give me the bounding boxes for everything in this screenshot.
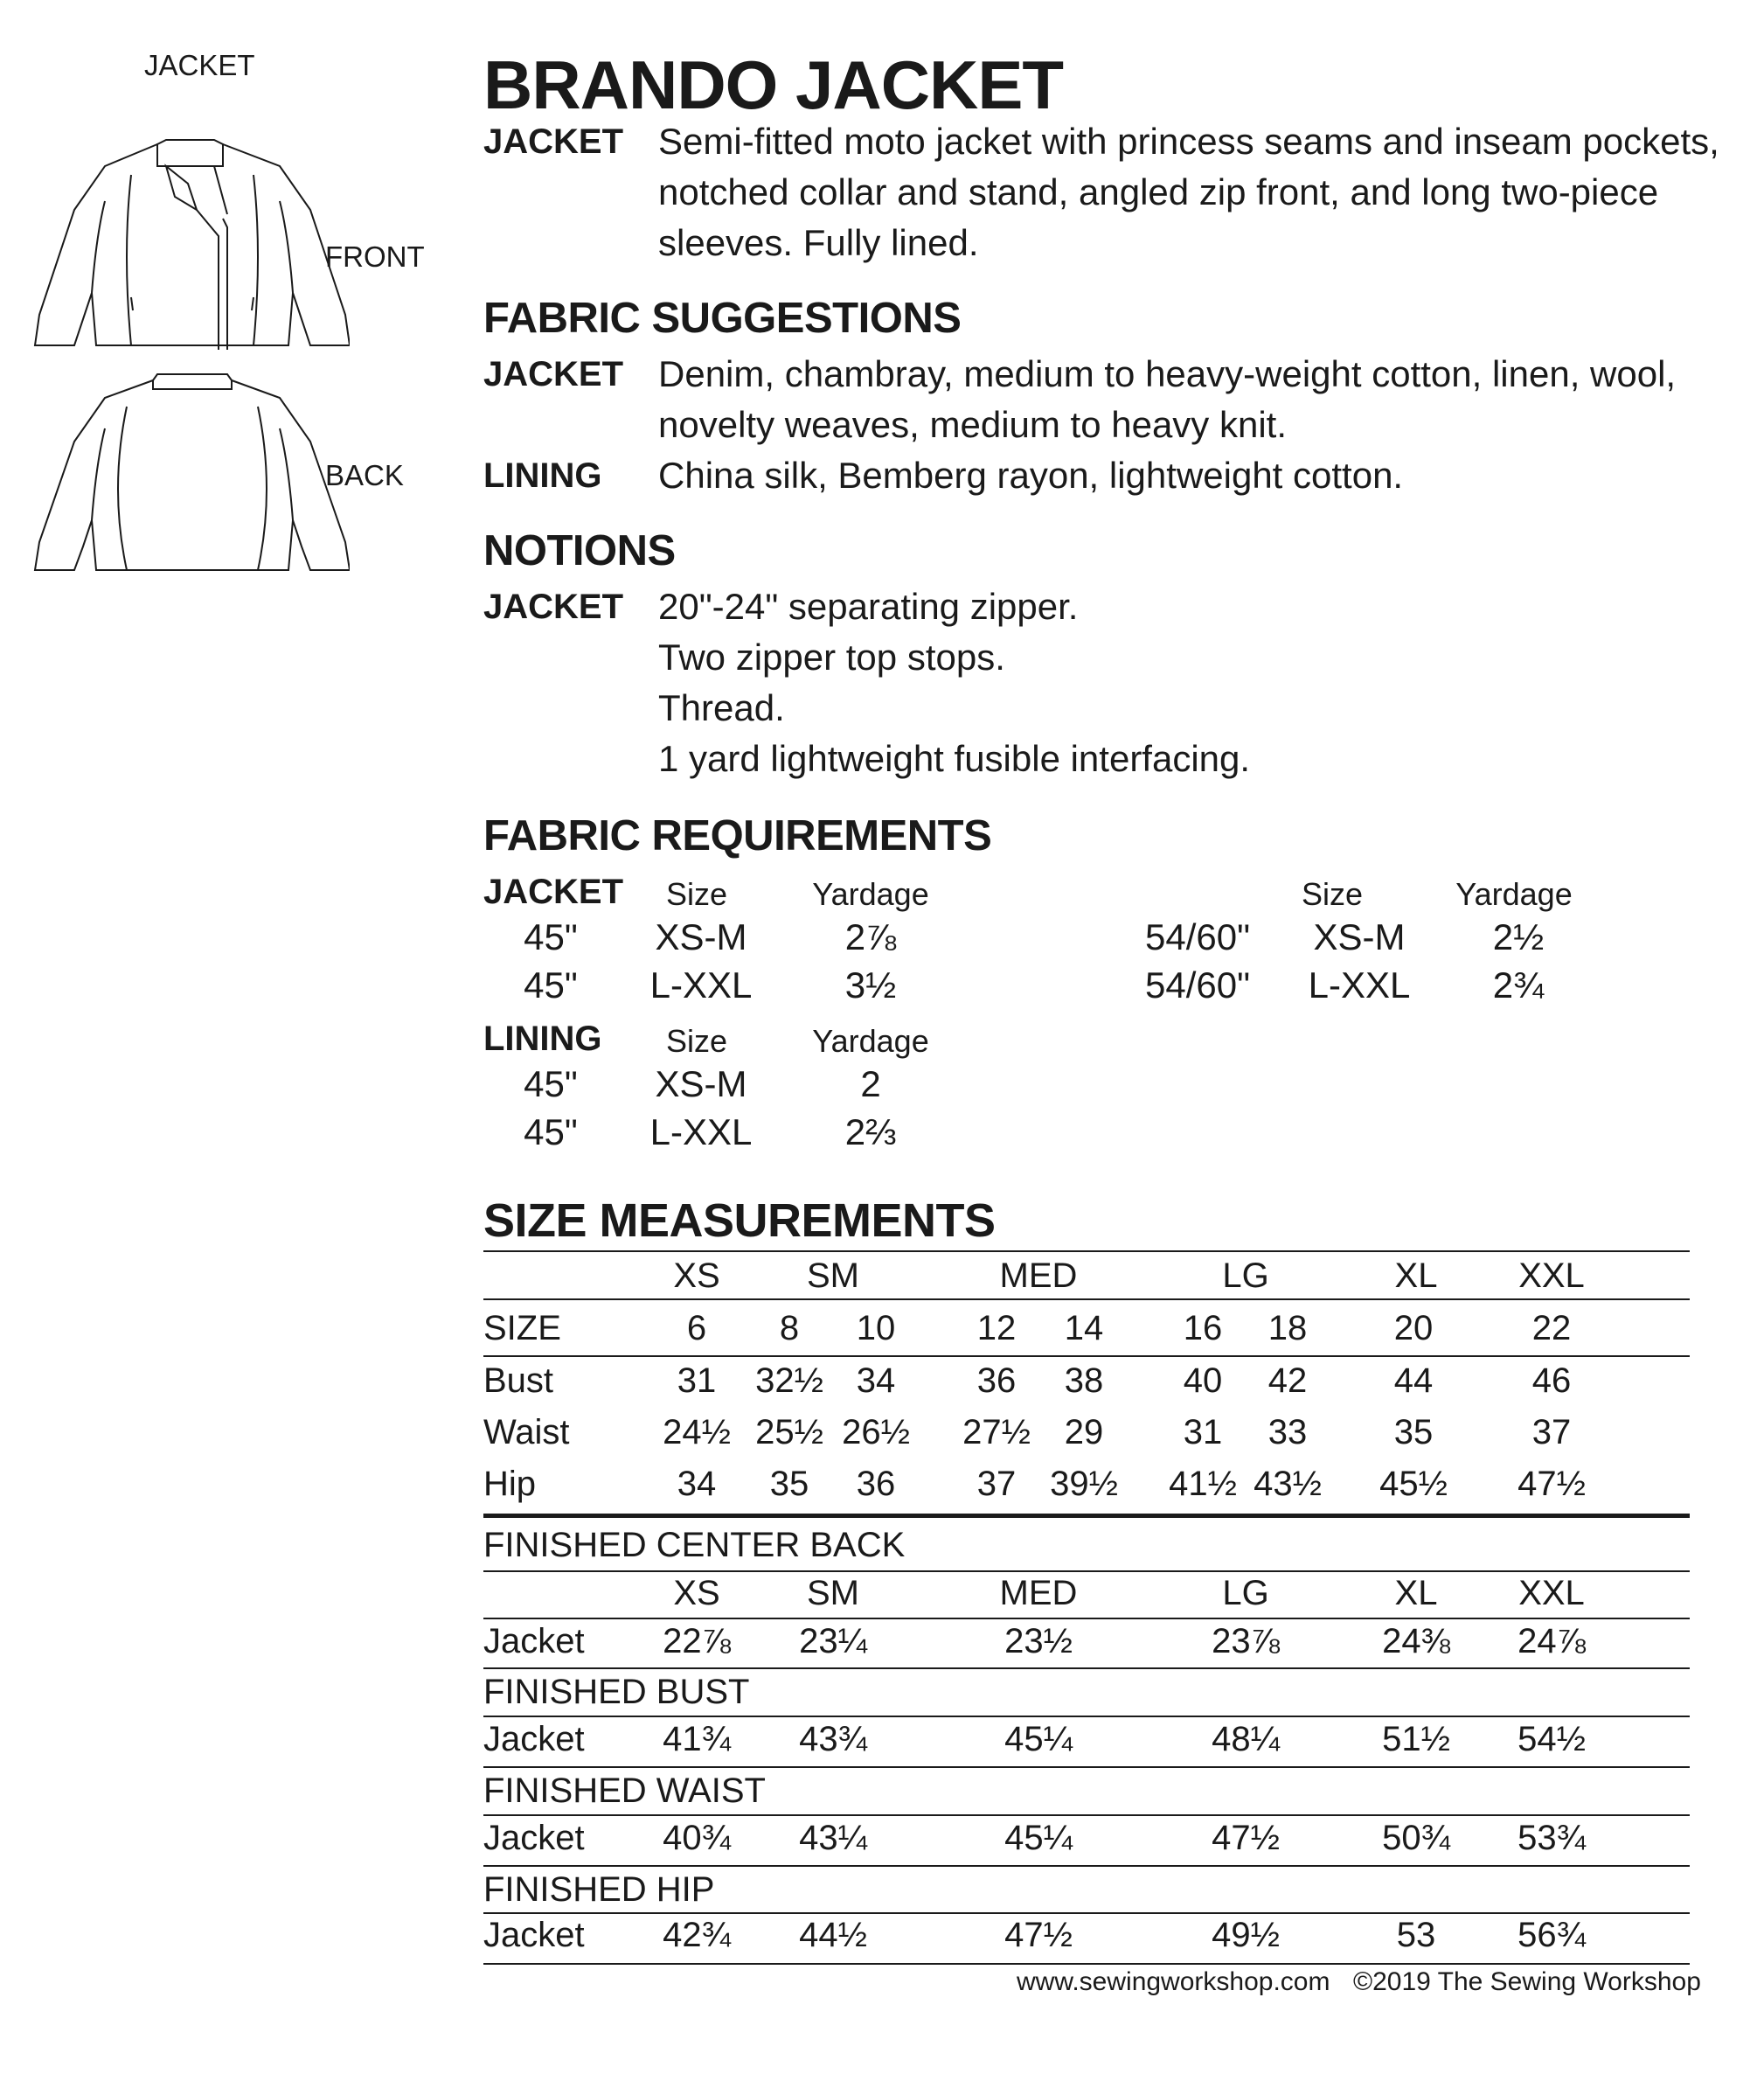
size-value: 18 [1267, 1309, 1308, 1347]
fabric-jacket-line: novelty weaves, medium to heavy knit. [658, 404, 1288, 445]
req-width: 45" [524, 916, 578, 957]
size-value: 22 [1531, 1309, 1572, 1347]
finished-value: 56¾ [1517, 1916, 1586, 1954]
finished-value: 53 [1396, 1916, 1436, 1954]
divider [483, 1250, 1690, 1252]
req-width: 54/60" [1144, 916, 1251, 957]
fabric-requirements-heading: FABRIC REQUIREMENTS [483, 812, 992, 860]
req-size: L-XXL [649, 1111, 753, 1152]
size-measurements-heading: SIZE MEASUREMENTS [483, 1194, 996, 1247]
size-value: 14 [1064, 1309, 1104, 1347]
measure-value: 31 [1183, 1413, 1223, 1451]
measure-value: 38 [1064, 1361, 1104, 1400]
size-group: XXL [1518, 1574, 1585, 1612]
page-title: BRANDO JACKET [483, 46, 1064, 123]
finished-value: 50¾ [1382, 1819, 1450, 1857]
req-yardage: 3½ [844, 964, 897, 1006]
measure-value: 37 [1531, 1413, 1572, 1451]
finished-value: 43¼ [799, 1819, 867, 1857]
finished-value: 43¾ [799, 1720, 867, 1758]
finished-value: 45¼ [1004, 1720, 1073, 1758]
divider [483, 1570, 1690, 1572]
finished-value: 53¾ [1517, 1819, 1586, 1857]
measure-value: 44 [1393, 1361, 1434, 1400]
size-value: 20 [1393, 1309, 1434, 1347]
req-yardage: 2 [860, 1063, 881, 1104]
measure-value: 41½ [1169, 1465, 1237, 1503]
fabric-lining-text: China silk, Bemberg rayon, lightweight cotton. [658, 455, 1404, 496]
size-value: 6 [686, 1309, 707, 1347]
req-size: XS-M [1313, 916, 1406, 957]
divider [483, 1963, 1690, 1965]
footer-website: www.sewingworkshop.com [1017, 1967, 1330, 1996]
size-group: XXL [1518, 1256, 1585, 1295]
notions-label: JACKET [483, 588, 624, 626]
finished-value: 51½ [1382, 1720, 1450, 1758]
row-label: Waist [483, 1413, 570, 1451]
divider [483, 1912, 1690, 1914]
req-width: 45" [524, 1063, 578, 1104]
measure-value: 35 [1393, 1413, 1434, 1451]
notions-item: 1 yard lightweight fusible interfacing. [658, 738, 1251, 779]
fabric-lining-label: LINING [483, 456, 602, 495]
finished-value: 23¼ [799, 1622, 867, 1660]
measure-value: 39½ [1050, 1465, 1118, 1503]
measure-value: 46 [1531, 1361, 1572, 1400]
fabric-suggestions-heading: FABRIC SUGGESTIONS [483, 295, 962, 342]
measure-value: 36 [856, 1465, 896, 1503]
size-value: 12 [976, 1309, 1017, 1347]
measure-value: 40 [1183, 1361, 1223, 1400]
measure-value: 32½ [755, 1361, 823, 1400]
finished-value: 47½ [1004, 1916, 1073, 1954]
description-line: notched collar and stand, angled zip front, and long two-piece [658, 171, 1659, 212]
finished-value: 44½ [799, 1916, 867, 1954]
finished-bust-heading: FINISHED BUST [483, 1673, 750, 1711]
finished-value: 41¾ [663, 1720, 731, 1758]
front-label: FRONT [325, 240, 425, 273]
size-group: XL [1394, 1574, 1438, 1612]
sketch-heading: JACKET [144, 49, 255, 81]
notions-item: 20"-24" separating zipper. [658, 586, 1079, 627]
jacket-back-illustration [26, 367, 350, 577]
finished-value: 48¼ [1212, 1720, 1280, 1758]
size-group: MED [999, 1574, 1078, 1612]
measure-value: 26½ [842, 1413, 910, 1451]
divider [483, 1865, 1690, 1867]
divider [483, 1355, 1690, 1357]
divider [483, 1298, 1690, 1300]
size-group: MED [999, 1256, 1078, 1295]
finished-value: 49½ [1212, 1916, 1280, 1954]
req-yardage-header: Yardage [812, 1023, 929, 1059]
req-size: XS-M [655, 916, 747, 957]
description-line: Semi-fitted moto jacket with princess seams and inseam pockets, [658, 121, 1719, 162]
finished-waist-heading: FINISHED WAIST [483, 1771, 766, 1810]
req-size-header: Size [665, 1023, 728, 1059]
measure-value: 27½ [962, 1413, 1031, 1451]
finished-value: 42¾ [663, 1916, 731, 1954]
notions-heading: NOTIONS [483, 527, 676, 574]
divider [483, 1716, 1690, 1717]
row-label: Jacket [483, 1720, 585, 1758]
req-jacket-label: JACKET [483, 873, 624, 911]
finished-value: 23⅞ [1212, 1622, 1280, 1660]
row-label: Jacket [483, 1622, 585, 1660]
finished-hip-heading: FINISHED HIP [483, 1870, 715, 1909]
measure-value: 31 [677, 1361, 717, 1400]
row-label: Bust [483, 1361, 554, 1400]
finished-value: 24⅞ [1517, 1622, 1586, 1660]
notions-item: Two zipper top stops. [658, 637, 1005, 678]
req-size-header: Size [665, 876, 728, 912]
measure-value: 47½ [1517, 1465, 1586, 1503]
measure-value: 25½ [755, 1413, 823, 1451]
size-value: 10 [856, 1309, 896, 1347]
size-group: LG [1222, 1256, 1269, 1295]
size-value: 16 [1183, 1309, 1223, 1347]
divider [483, 1766, 1690, 1768]
finished-value: 54½ [1517, 1720, 1586, 1758]
divider [483, 1514, 1690, 1518]
measure-value: 24½ [663, 1413, 731, 1451]
measure-value: 35 [769, 1465, 809, 1503]
notions-list [658, 581, 1250, 784]
fabric-jacket-label: JACKET [483, 355, 624, 393]
req-width: 45" [524, 964, 578, 1006]
size-group: LG [1222, 1574, 1269, 1612]
row-label: SIZE [483, 1309, 561, 1347]
measure-value: 37 [976, 1465, 1017, 1503]
measure-value: 33 [1267, 1413, 1308, 1451]
measure-value: 36 [976, 1361, 1017, 1400]
measure-value: 45½ [1379, 1465, 1448, 1503]
description-label: JACKET [483, 122, 624, 161]
req-yardage-header: Yardage [1455, 876, 1573, 912]
row-label: Jacket [483, 1819, 585, 1857]
size-group: SM [807, 1256, 859, 1295]
size-group: XS [673, 1574, 720, 1612]
finished-value: 23½ [1004, 1622, 1073, 1660]
size-value: 8 [779, 1309, 800, 1347]
req-yardage-header: Yardage [812, 876, 929, 912]
jacket-front-illustration [26, 131, 350, 358]
description-text [658, 116, 1719, 268]
req-size: L-XXL [1308, 964, 1411, 1006]
req-yardage: 2⅞ [844, 916, 897, 957]
fabric-jacket-text [658, 349, 1676, 450]
measure-value: 34 [677, 1465, 717, 1503]
finished-value: 45¼ [1004, 1819, 1073, 1857]
size-group: XL [1394, 1256, 1438, 1295]
finished-value: 24⅜ [1382, 1622, 1450, 1660]
size-group: XS [673, 1256, 720, 1295]
row-label: Jacket [483, 1916, 585, 1954]
finished-center-back-heading: FINISHED CENTER BACK [483, 1526, 906, 1564]
finished-value: 47½ [1212, 1819, 1280, 1857]
measure-value: 34 [856, 1361, 896, 1400]
measure-value: 42 [1267, 1361, 1308, 1400]
req-size: L-XXL [649, 964, 753, 1006]
divider [483, 1814, 1690, 1816]
req-yardage: 2⅔ [844, 1111, 897, 1152]
req-width: 45" [524, 1111, 578, 1152]
req-size: XS-M [655, 1063, 747, 1104]
req-size-header: Size [1301, 876, 1364, 912]
req-width: 54/60" [1144, 964, 1251, 1006]
finished-value: 22⅞ [663, 1622, 731, 1660]
description-line: sleeves. Fully lined. [658, 222, 979, 263]
req-yardage: 2¾ [1492, 964, 1545, 1006]
req-yardage: 2½ [1492, 916, 1545, 957]
measure-value: 43½ [1254, 1465, 1322, 1503]
measure-value: 29 [1064, 1413, 1104, 1451]
back-label: BACK [325, 459, 404, 491]
footer-copyright: ©2019 The Sewing Workshop [1353, 1967, 1701, 1996]
divider [483, 1667, 1690, 1669]
finished-value: 40¾ [663, 1819, 731, 1857]
notions-item: Thread. [658, 687, 785, 728]
req-lining-label: LINING [483, 1020, 602, 1058]
fabric-jacket-line: Denim, chambray, medium to heavy-weight cotton, linen, wool, [658, 353, 1677, 394]
row-label: Hip [483, 1465, 537, 1503]
size-group: SM [807, 1574, 859, 1612]
divider [483, 1618, 1690, 1619]
